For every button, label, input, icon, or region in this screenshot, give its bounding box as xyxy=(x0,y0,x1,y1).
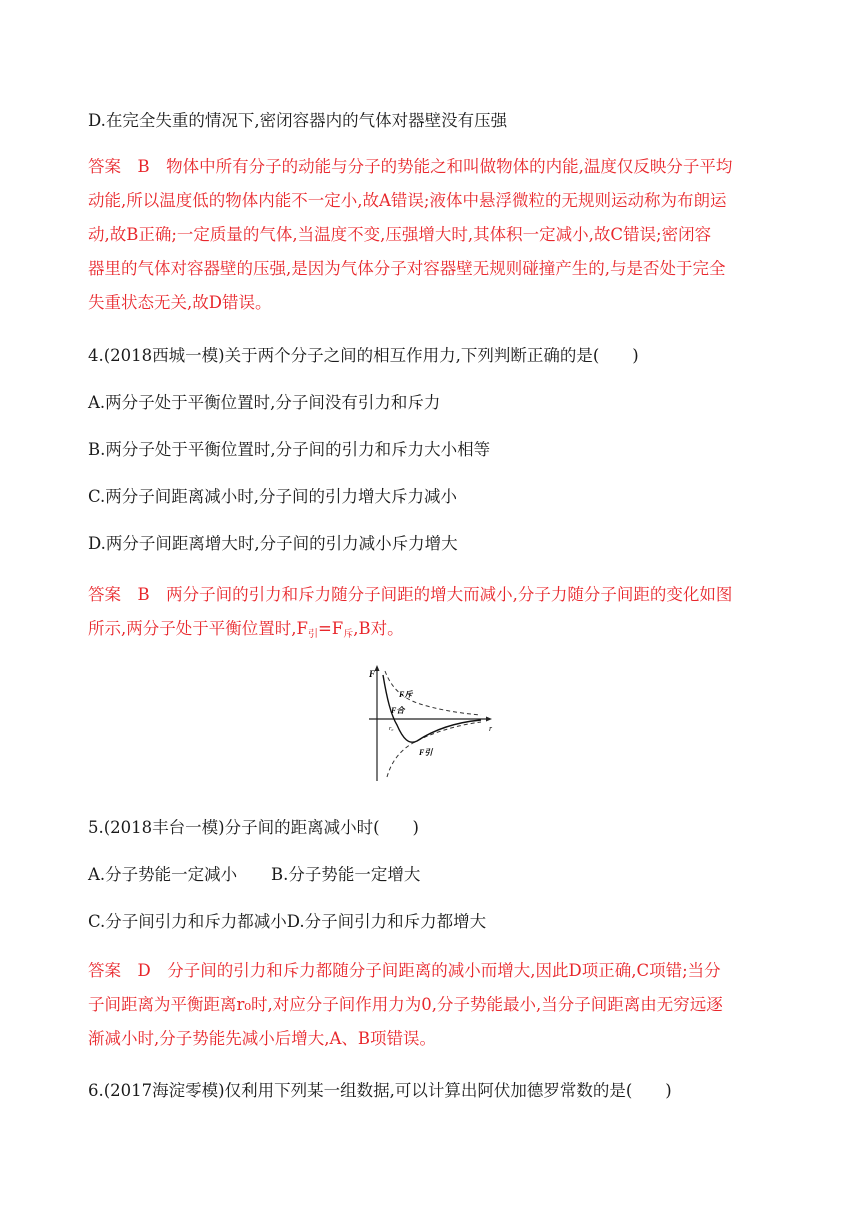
q5-answer-line: 渐减小时,分子势能先减小后增大,A、B项错误。 xyxy=(88,1029,437,1048)
q4-stem: 4.(2018西城一模)关于两个分子之间的相互作用力,下列判断正确的是( ) xyxy=(88,346,639,365)
x-axis-label: r xyxy=(489,724,493,733)
q3-answer-line: 失重状态无关,故D错误。 xyxy=(88,293,272,312)
q3-option-d: D.在完全失重的情况下,密闭容器内的气体对器壁没有压强 xyxy=(88,111,508,130)
q5-answer-line: 子间距离为平衡距离r₀时,对应分子间作用力为0,分子势能最小,当分子间距离由无穷远逐 xyxy=(88,995,723,1014)
q3-answer-line: 器里的气体对容器壁的压强,是因为气体分子对容器壁无规则碰撞产生的,与是否处于完全 xyxy=(88,259,726,278)
q5-options-cd: C.分子间引力和斥力都减小D.分子间引力和斥力都增大 xyxy=(88,912,487,931)
q3-answer xyxy=(88,150,778,320)
q4-option-d: D.两分子间距离增大时,分子间的引力减小斥力增大 xyxy=(88,534,458,553)
q5-option-a: A.分子势能一定减小 xyxy=(88,865,238,884)
q6-stem: 6.(2017海淀零模)仅利用下列某一组数据,可以计算出阿伏加德罗常数的是( ) xyxy=(88,1081,672,1100)
q5-answer-line: 答案 D 分子间的引力和斥力都随分子间距离的减小而增大,因此D项正确,C项错;当分 xyxy=(88,961,721,980)
q4-answer-line: 所示,两分子处于平衡位置时$,F_引=F_斥,B$对。 xyxy=(88,619,404,640)
q4-option-a: A.两分子处于平衡位置时,分子间没有引力和斥力 xyxy=(88,393,441,412)
q4-answer xyxy=(88,578,778,652)
q5-option-b: B.分子势能一定增大 xyxy=(271,865,421,884)
q4-answer-line: 答案 B 两分子间的引力和斥力随分子间距的增大而减小,分子力随分子间距的变化如图 xyxy=(88,585,733,604)
q4-option-c: C.两分子间距离减小时,分子间的引力增大斥力减小 xyxy=(88,487,458,506)
y-axis-arrow xyxy=(375,665,380,671)
q3-answer-line: 答案 B 物体中所有分子的动能与分子的势能之和叫做物体的内能,温度仅反映分子平均 xyxy=(88,157,733,176)
q4-option-b: B.两分子处于平衡位置时,分子间的引力和斥力大小相等 xyxy=(88,440,491,459)
repulsive-label: F斥 xyxy=(399,690,413,699)
net-force-label: F合 xyxy=(391,706,405,715)
x-axis-arrow xyxy=(486,717,492,722)
q5-stem: 5.(2018丰台一模)分子间的距离减小时( ) xyxy=(88,818,419,837)
attractive-label: F引 xyxy=(419,748,433,757)
force-distance-figure xyxy=(365,663,497,787)
r0-label: r₀ xyxy=(389,726,394,732)
q3-answer-line: 动,故B正确;一定质量的气体,当温度不变,压强增大时,其体积一定减小,故C错误;密闭容 xyxy=(88,225,712,244)
q3-answer-line: 动能,所以温度低的物体内能不一定小,故A错误;液体中悬浮微粒的无规则运动称为布朗运 xyxy=(88,191,727,210)
y-axis-label: F xyxy=(369,669,376,679)
attractive-force-curve xyxy=(387,722,481,777)
q5-answer xyxy=(88,954,778,1056)
